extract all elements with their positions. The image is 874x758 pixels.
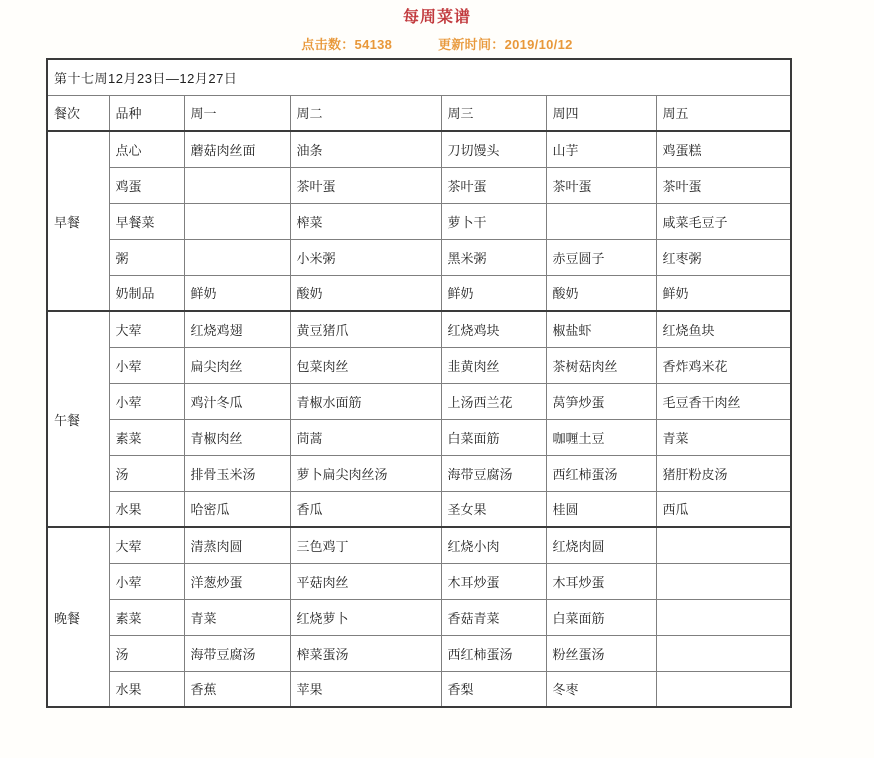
masthead xyxy=(0,0,874,54)
dish-cell: 白菜面筋 xyxy=(546,599,656,635)
dish-cell: 香蕉 xyxy=(184,671,290,707)
dish-cell: 莴笋炒蛋 xyxy=(546,383,656,419)
menu-table-wrap xyxy=(46,58,790,708)
dish-cell xyxy=(656,527,791,563)
dish-cell: 茶叶蛋 xyxy=(290,167,441,203)
dish-cell: 香瓜 xyxy=(290,491,441,527)
dish-cell: 鸡汁冬瓜 xyxy=(184,383,290,419)
dish-cell: 茶叶蛋 xyxy=(656,167,791,203)
dish-cell: 粉丝蛋汤 xyxy=(546,635,656,671)
dish-cell: 西瓜 xyxy=(656,491,791,527)
dish-cell: 青椒肉丝 xyxy=(184,419,290,455)
dish-cell: 西红柿蛋汤 xyxy=(546,455,656,491)
dish-kind-label: 早餐菜 xyxy=(109,203,184,239)
dish-cell: 三色鸡丁 xyxy=(290,527,441,563)
dish-cell: 青菜 xyxy=(184,599,290,635)
dish-cell: 排骨玉米汤 xyxy=(184,455,290,491)
column-header-4: 周三 xyxy=(441,95,546,131)
meal-label: 午餐 xyxy=(47,311,109,527)
column-header-0: 餐次 xyxy=(47,95,109,131)
dish-kind-label: 素菜 xyxy=(109,419,184,455)
dish-cell: 包菜肉丝 xyxy=(290,347,441,383)
dish-cell: 鲜奶 xyxy=(656,275,791,311)
dish-cell: 黄豆猪爪 xyxy=(290,311,441,347)
table-row xyxy=(47,203,791,239)
dish-kind-label: 小荤 xyxy=(109,563,184,599)
dish-cell: 油条 xyxy=(290,131,441,167)
dish-cell: 酸奶 xyxy=(546,275,656,311)
dish-cell: 蘑菇肉丝面 xyxy=(184,131,290,167)
dish-cell: 红烧鸡块 xyxy=(441,311,546,347)
column-header-5: 周四 xyxy=(546,95,656,131)
dish-cell: 黑米粥 xyxy=(441,239,546,275)
dish-cell xyxy=(184,203,290,239)
dish-cell: 咸菜毛豆子 xyxy=(656,203,791,239)
dish-cell xyxy=(656,671,791,707)
menu-table-body xyxy=(47,59,791,707)
dish-cell: 鲜奶 xyxy=(441,275,546,311)
table-row xyxy=(47,131,791,167)
dish-cell: 海带豆腐汤 xyxy=(441,455,546,491)
dish-cell: 咖喱土豆 xyxy=(546,419,656,455)
meal-label: 早餐 xyxy=(47,131,109,311)
dish-cell: 红烧鸡翅 xyxy=(184,311,290,347)
dish-cell: 红烧小肉 xyxy=(441,527,546,563)
dish-cell: 青菜 xyxy=(656,419,791,455)
dish-kind-label: 粥 xyxy=(109,239,184,275)
table-row xyxy=(47,491,791,527)
table-row xyxy=(47,383,791,419)
column-header-6: 周五 xyxy=(656,95,791,131)
page-title: 每周菜谱 xyxy=(402,9,471,26)
table-row xyxy=(47,167,791,203)
dish-cell: 茼蒿 xyxy=(290,419,441,455)
dish-cell: 海带豆腐汤 xyxy=(184,635,290,671)
dish-cell: 椒盐虾 xyxy=(546,311,656,347)
dish-cell xyxy=(546,203,656,239)
dish-cell: 鲜奶 xyxy=(184,275,290,311)
dish-cell: 苹果 xyxy=(290,671,441,707)
dish-cell: 香梨 xyxy=(441,671,546,707)
dish-kind-label: 水果 xyxy=(109,671,184,707)
dish-cell: 茶树菇肉丝 xyxy=(546,347,656,383)
dish-cell: 香炸鸡米花 xyxy=(656,347,791,383)
dish-cell xyxy=(656,599,791,635)
table-row xyxy=(47,239,791,275)
table-row xyxy=(47,419,791,455)
dish-cell: 榨菜 xyxy=(290,203,441,239)
weekly-menu-table xyxy=(46,58,792,708)
dish-cell: 韭黄肉丝 xyxy=(441,347,546,383)
dish-cell: 红烧萝卜 xyxy=(290,599,441,635)
table-caption: 第十七周12月23日—12月27日 xyxy=(47,59,791,95)
dish-kind-label: 汤 xyxy=(109,635,184,671)
dish-cell: 萝卜干 xyxy=(441,203,546,239)
dish-cell: 红烧肉圆 xyxy=(546,527,656,563)
dish-cell: 萝卜扁尖肉丝汤 xyxy=(290,455,441,491)
table-row xyxy=(47,563,791,599)
dish-cell: 木耳炒蛋 xyxy=(546,563,656,599)
dish-kind-label: 奶制品 xyxy=(109,275,184,311)
dish-cell: 哈密瓜 xyxy=(184,491,290,527)
column-header-3: 周二 xyxy=(290,95,441,131)
dish-cell: 茶叶蛋 xyxy=(441,167,546,203)
dish-cell: 上汤西兰花 xyxy=(441,383,546,419)
dish-cell: 赤豆圆子 xyxy=(546,239,656,275)
dish-cell: 香菇青菜 xyxy=(441,599,546,635)
dish-cell xyxy=(184,167,290,203)
dish-cell: 山芋 xyxy=(546,131,656,167)
dish-cell: 茶叶蛋 xyxy=(546,167,656,203)
dish-cell: 小米粥 xyxy=(290,239,441,275)
dish-cell: 红烧鱼块 xyxy=(656,311,791,347)
table-row xyxy=(47,635,791,671)
dish-kind-label: 素菜 xyxy=(109,599,184,635)
dish-kind-label: 点心 xyxy=(109,131,184,167)
dish-cell: 洋葱炒蛋 xyxy=(184,563,290,599)
dish-cell: 猪肝粉皮汤 xyxy=(656,455,791,491)
updated-time: 更新时间：2019/10/12 xyxy=(438,37,573,52)
dish-cell: 酸奶 xyxy=(290,275,441,311)
hit-count: 点击数：54138 xyxy=(301,37,393,52)
dish-cell: 刀切馒头 xyxy=(441,131,546,167)
dish-cell: 青椒水面筋 xyxy=(290,383,441,419)
dish-cell: 平菇肉丝 xyxy=(290,563,441,599)
dish-kind-label: 大荤 xyxy=(109,527,184,563)
dish-cell: 桂圆 xyxy=(546,491,656,527)
dish-cell: 鸡蛋糕 xyxy=(656,131,791,167)
table-header-row xyxy=(47,95,791,131)
dish-cell: 清蒸肉圆 xyxy=(184,527,290,563)
dish-cell: 白菜面筋 xyxy=(441,419,546,455)
table-caption-row xyxy=(47,59,791,95)
table-row xyxy=(47,455,791,491)
column-header-1: 品种 xyxy=(109,95,184,131)
dish-cell: 西红柿蛋汤 xyxy=(441,635,546,671)
dish-cell xyxy=(184,239,290,275)
table-row xyxy=(47,311,791,347)
page-meta xyxy=(0,36,874,54)
table-row xyxy=(47,527,791,563)
meal-label: 晚餐 xyxy=(47,527,109,707)
dish-kind-label: 水果 xyxy=(109,491,184,527)
table-row xyxy=(47,671,791,707)
table-row xyxy=(47,599,791,635)
table-row xyxy=(47,347,791,383)
dish-cell: 榨菜蛋汤 xyxy=(290,635,441,671)
dish-cell xyxy=(656,563,791,599)
dish-kind-label: 小荤 xyxy=(109,383,184,419)
dish-cell: 木耳炒蛋 xyxy=(441,563,546,599)
dish-kind-label: 汤 xyxy=(109,455,184,491)
dish-cell: 扁尖肉丝 xyxy=(184,347,290,383)
table-row xyxy=(47,275,791,311)
dish-kind-label: 大荤 xyxy=(109,311,184,347)
dish-cell: 圣女果 xyxy=(441,491,546,527)
dish-kind-label: 鸡蛋 xyxy=(109,167,184,203)
dish-cell: 冬枣 xyxy=(546,671,656,707)
dish-cell xyxy=(656,635,791,671)
column-header-2: 周一 xyxy=(184,95,290,131)
dish-cell: 毛豆香干肉丝 xyxy=(656,383,791,419)
dish-kind-label: 小荤 xyxy=(109,347,184,383)
dish-cell: 红枣粥 xyxy=(656,239,791,275)
